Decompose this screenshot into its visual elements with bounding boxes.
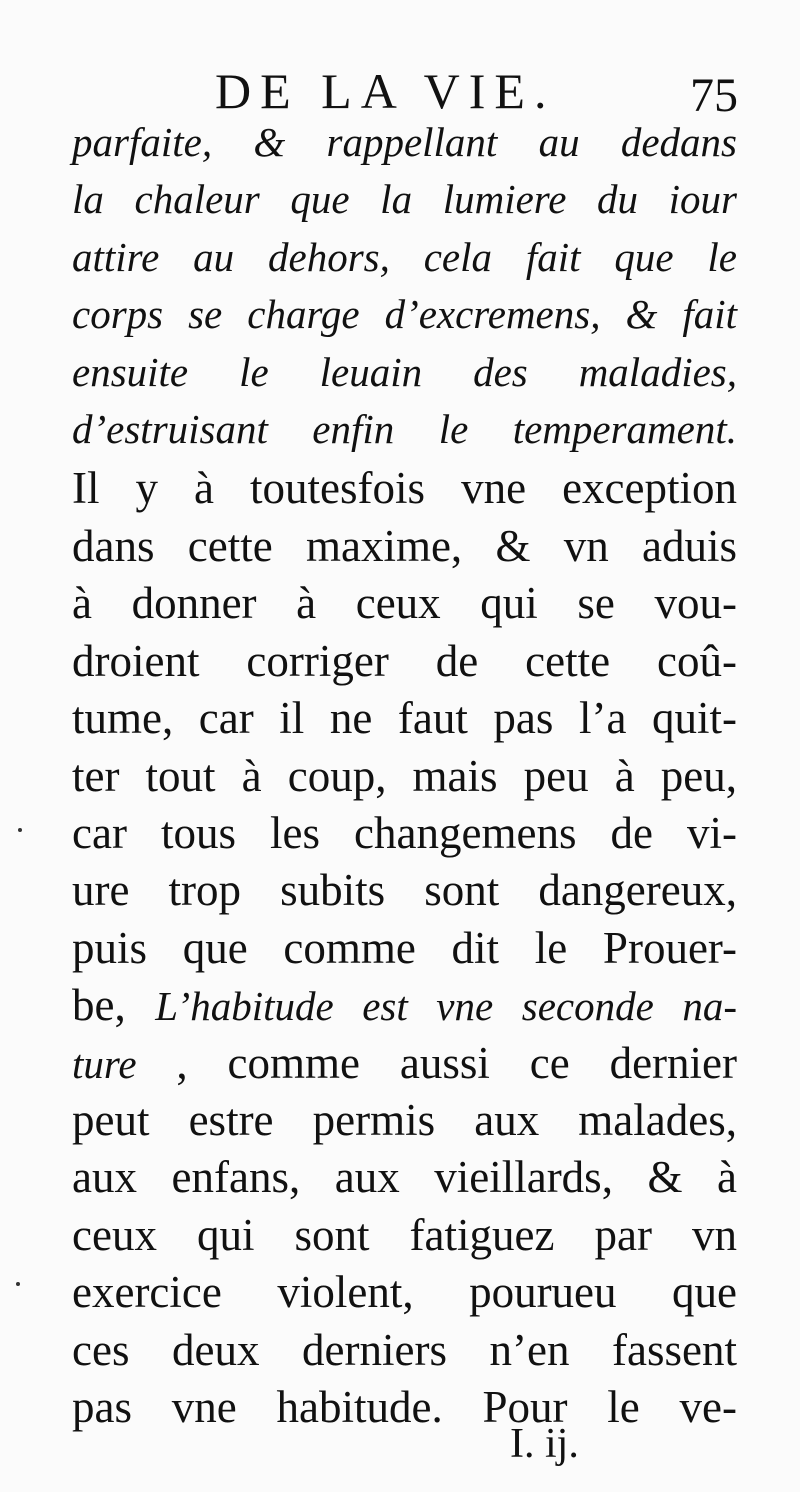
- text-line: pas vne habitude. Pour le ve-: [72, 1382, 737, 1432]
- text-segment: , comme aussi ce dernier: [136, 1038, 737, 1088]
- text-line: car tous les changemens de vi-: [72, 808, 737, 858]
- running-title: DE LA VIE.: [215, 63, 556, 119]
- text-line: la chaleur que la lumiere du iour: [72, 176, 737, 222]
- text-line: exercice violent, pourueu que: [72, 1267, 737, 1317]
- text-line: à donner à ceux qui se vou-: [72, 578, 737, 628]
- text-line: peut estre permis aux malades,: [72, 1095, 737, 1145]
- text-line: ter tout à coup, mais peu à peu,: [72, 751, 737, 801]
- text-line: tume, car il ne faut pas l’a quit-: [72, 693, 737, 743]
- proverb-italic-end: ture: [72, 1041, 137, 1087]
- text-line: ensuite le leuain des maladies,: [72, 349, 737, 395]
- print-speck: [16, 1282, 20, 1286]
- text-line-mixed: [72, 979, 737, 1031]
- page-number: 75: [690, 69, 738, 122]
- text-line: droient corriger de cette coû-: [72, 636, 737, 686]
- text-line-mixed: [72, 1037, 737, 1089]
- text-line: ure trop subits sont dangereux,: [72, 865, 737, 915]
- text-line: ces deux derniers n’en fassent: [72, 1325, 737, 1375]
- text-line: ceux qui sont fatiguez par vn: [72, 1210, 737, 1260]
- signature-mark: I. ij.: [510, 1421, 579, 1467]
- page-header: [0, 62, 800, 122]
- text-line: parfaite, & rappellant au dedans: [72, 119, 737, 165]
- text-line: dans cette maxime, & vn aduis: [72, 521, 737, 571]
- text-segment: be,: [72, 980, 156, 1030]
- text-line: d’estruisant enfin le temperament.: [72, 406, 737, 452]
- print-speck: [18, 828, 22, 832]
- text-line: puis que comme dit le Prouer-: [72, 923, 737, 973]
- text-line: Il y à toutesfois vne exception: [72, 463, 737, 513]
- text-line: attire au dehors, cela fait que le: [72, 234, 737, 280]
- text-line: aux enfans, aux vieillards, & à: [72, 1152, 737, 1202]
- text-line: corps se charge d’excremens, & fait: [72, 291, 737, 337]
- proverb-italic: L’habitude est vne seconde na-: [155, 983, 737, 1029]
